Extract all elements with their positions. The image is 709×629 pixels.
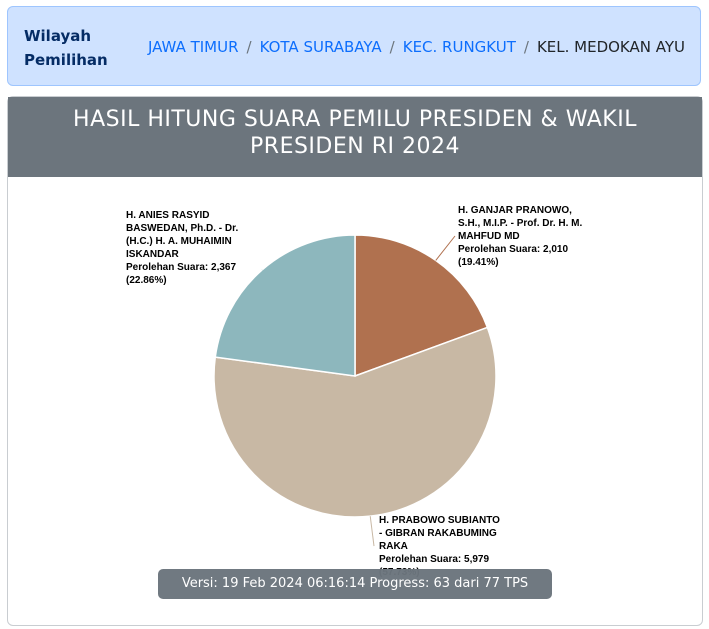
breadcrumb-item-1[interactable]: JAWA TIMUR	[148, 38, 239, 56]
breadcrumb-item-4: KEL. MEDOKAN AYU	[537, 38, 685, 56]
pie-slice-3[interactable]	[215, 235, 355, 376]
breadcrumb-separator: /	[239, 38, 260, 56]
pie-label-1: H. GANJAR PRANOWO, S.H., M.I.P. - Prof. Dr. H. M. MAHFUD MD Perolehan Suara: 2,010 (19.41%)	[458, 205, 582, 268]
chart-title: HASIL HITUNG SUARA PEMILU PRESIDEN & WAKIL PRESIDEN RI 2024	[8, 97, 702, 177]
pie-connector-1	[436, 236, 455, 260]
version-progress-badge: Versi: 19 Feb 2024 06:16:14 Progress: 63 dari 77 TPS (81.82%)	[158, 569, 552, 599]
pie-label-2: H. PRABOWO SUBIANTO - GIBRAN RAKABUMING RAKA Perolehan Suara: 5,979	[379, 515, 500, 578]
breadcrumb-item-2[interactable]: KOTA SURABAYA	[260, 38, 382, 56]
pie-connector-2	[370, 516, 374, 546]
pie-label-3: H. ANIES RASYID BASWEDAN, Ph.D. - Dr. (H.C.) H. A. MUHAIMIN ISKANDAR Perolehan Suara: 2,367 (22.86%)	[126, 210, 238, 286]
region-label: Wilayah Pemilihan	[24, 24, 134, 72]
breadcrumb-separator: /	[382, 38, 403, 56]
breadcrumb-separator: /	[516, 38, 537, 56]
breadcrumb-item-3[interactable]: KEC. RUNGKUT	[403, 38, 516, 56]
